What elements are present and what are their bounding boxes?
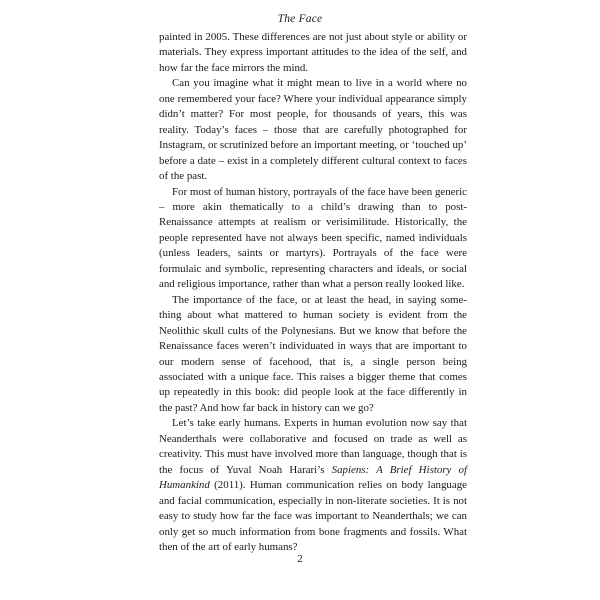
paragraph [159,416,467,555]
paragraph-text: Let’s take early humans. Experts in human evolution now say that Neanderthals were collaborative and focused on trade as well as creativity. This must have involved more than language, though that is the focus of Yuval Noah Harari’s [159,417,467,476]
paragraph [159,30,467,76]
paragraph-text: The importance of the face, or at least the head, in saying something about what mattered to human society is evident from the Neolithic skull cults of the Polynesians. But we know that before the Renaissance faces weren’t individuated in ways that are important to our modern sense of facehood, that is, a single person being associated with a unique face. This raises a bigger theme that comes up repeatedly in this book: did people look at the face differently in the past? And how far back in history can we go? [159,293,467,414]
italic-title-text: Sapiens: A Brief History of Humankind [159,463,467,492]
paragraph-text: Can you imagine what it might mean to live in a world where no one remembered your face? Where your individual appearance simply didn’t matter? For most people, for thousands of years, this was reality. Today’s faces – those that are carefully photographed for Instagram, or scrutinized before an important meeting, or ‘touched up’ before a date – exist in a completely different cultural context to faces of the past. [159,77,467,183]
page-number: 2 [297,553,303,565]
paragraph [159,185,467,293]
paragraph [159,76,467,184]
paragraph-text: (2011). Human communication relies on body language and facial communication, especially in non-literate societies. It is not easy to study how far the face was important to Neanderthals; we can only get so much information from bone fragments and fossils. What then of the art of early humans? [159,479,467,553]
body-text [159,30,467,555]
running-head: The Face [277,13,323,25]
paragraph [159,293,467,417]
paragraph-text: painted in 2005. These differences are not just about style or ability or materials. They express important attitudes to the idea of the self, and how far the face mirrors the mind. [159,31,467,74]
paragraph-text: For most of human history, portrayals of the face have been generic – more akin thematically to a child’s drawing than to post-Renaissance attempts at realism or verisimilitude. Historically, the people represented have not always been specific, named individuals (unless leaders, saints or martyrs). Portrayals of the face were formulaic and symbolic, representing characters and ideals, or social and religious importance, rather than what a person really looked like. [159,185,467,291]
